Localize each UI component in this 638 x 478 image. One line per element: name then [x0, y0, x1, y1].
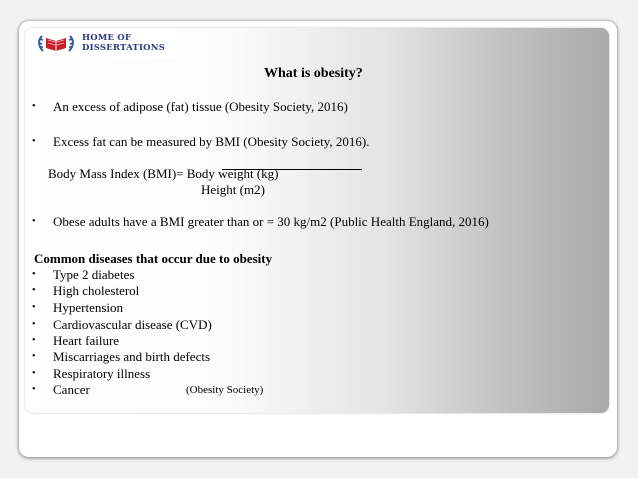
bullet-glyph: •: [32, 285, 36, 296]
bullet-glyph: •: [32, 302, 36, 313]
bullet-text: An excess of adipose (fat) tissue (Obesity Society, 2016): [53, 99, 348, 114]
slide-title: What is obesity?: [264, 66, 363, 81]
bullet-glyph: •: [32, 319, 36, 330]
bullet-item: [32, 214, 489, 230]
bullet-item: [32, 134, 370, 150]
disease-text: Cancer: [53, 382, 90, 397]
bullet-glyph: •: [32, 335, 36, 346]
disease-text: Cardiovascular disease (CVD): [53, 317, 212, 332]
disease-text: Heart failure: [53, 333, 120, 348]
disease-text: Hypertension: [53, 300, 124, 315]
logo: [30, 28, 176, 58]
diseases-source: (Obesity Society): [186, 384, 264, 396]
disease-item: [32, 366, 151, 382]
bullet-glyph: •: [32, 351, 36, 362]
bullet-glyph: •: [32, 216, 36, 227]
disease-item: [32, 267, 135, 283]
bullet-text: Obese adults have a BMI greater than or = 30 kg/m2 (Public Health England, 2016): [53, 214, 489, 229]
diseases-heading: Common diseases that occur due to obesity: [34, 251, 273, 266]
bullet-glyph: •: [32, 136, 36, 147]
logo-line-2: DISSERTATIONS: [82, 43, 166, 53]
disease-item: [32, 349, 211, 365]
book-wreath-icon: [36, 32, 76, 54]
disease-text: Type 2 diabetes: [53, 267, 135, 282]
logo-line-1: HOME OF: [82, 33, 132, 43]
bullet-text: Excess fat can be measured by BMI (Obesity Society, 2016).: [53, 134, 370, 149]
bmi-formula-denominator: Height (m2): [201, 182, 265, 197]
bmi-formula-numerator: Body Mass Index (BMI)= Body weight (kg): [48, 166, 279, 181]
bullet-item: [32, 99, 348, 115]
disease-item: [32, 382, 90, 398]
disease-item: [32, 283, 140, 299]
disease-text: Miscarriages and birth defects: [53, 349, 211, 364]
disease-item: [32, 300, 124, 316]
disease-item: [32, 333, 120, 349]
disease-item: [32, 317, 212, 333]
formula-fraction-line: [222, 169, 362, 170]
disease-text: Respiratory illness: [53, 366, 151, 381]
bullet-glyph: •: [32, 101, 36, 112]
bullet-glyph: •: [32, 368, 36, 379]
disease-text: High cholesterol: [53, 283, 140, 298]
bullet-glyph: •: [32, 269, 36, 280]
bullet-glyph: •: [32, 384, 36, 395]
